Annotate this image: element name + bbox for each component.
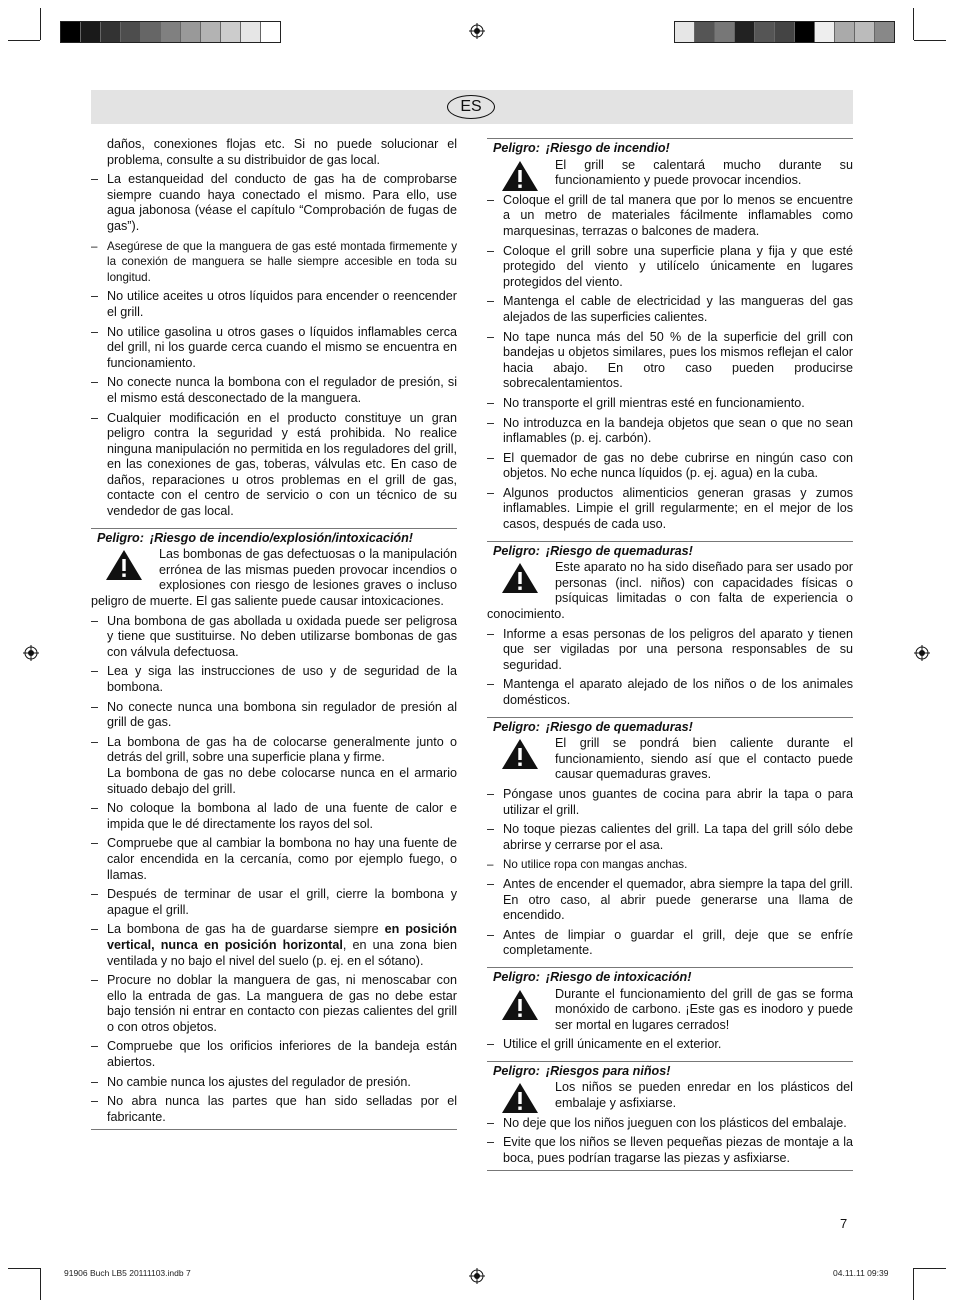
list-item: – Coloque el grill sobre una superficie plana y fija y que esté protegido del viento y utilícelo únicamente en lugares protegidos del viento.	[487, 244, 853, 291]
danger-title	[487, 720, 853, 736]
list-item: – Procure no doblar la manguera de gas, ni menoscabar con ello la entrada de gas. La manguera de gas no debe estar bajo tensión ni entrar en contacto con piezas calientes del grill o con otros objetos.	[91, 973, 457, 1035]
danger-title	[487, 544, 853, 560]
danger-label: Peligro:	[97, 530, 144, 545]
list-item-text: La bombona de gas ha de guardarse siempre	[107, 922, 385, 937]
danger-block	[487, 967, 853, 1053]
danger-text: El grill se calentará mucho durante su funcionamiento y puede provocar incendios.	[555, 157, 853, 188]
list-item: – No utilice ropa con mangas anchas.	[487, 857, 853, 873]
danger-list	[487, 1116, 853, 1167]
danger-label: Peligro:	[493, 969, 540, 984]
page-number: 7	[840, 1216, 848, 1231]
slug-date-time: 04.11.11 09:39	[833, 1268, 889, 1278]
registration-mark-icon	[469, 1268, 485, 1284]
danger-label: Peligro:	[493, 1063, 540, 1078]
list-item: – Antes de encender el quemador, abra siempre la tapa del grill. En otro caso, al abrir puede generarse una llama de encendido.	[487, 877, 853, 924]
list-item: – Algunos productos alimenticios generan grasas y zumos inflamables. Limpie el grill regularmente; en el mejor de los casos, después de cada uso.	[487, 486, 853, 533]
list-item: – Una bombona de gas abollada u oxidada puede ser peligrosa y tiene que sustituirse. No deben utilizarse bombonas de gas con válvula defectuosa.	[91, 614, 457, 661]
danger-title	[487, 1064, 853, 1080]
color-bar-right	[674, 21, 895, 43]
crop-mark	[914, 40, 946, 41]
danger-title	[487, 970, 853, 986]
danger-text: Las bombonas de gas defectuosas o la manipulación errónea de las mismas pueden provocar incendios o explosiones con riesgo de lesiones graves o incluso peligro de muerte. El gas saliente puede causar intoxicaciones.	[91, 547, 457, 609]
danger-heading: ¡Riesgo de quemaduras!	[545, 719, 693, 734]
list-item-text: , en una zona bien ventilada y no bajo el nivel del suelo (p. ej. en el sótano).	[107, 937, 457, 968]
right-column	[487, 138, 853, 1171]
crop-mark	[8, 40, 40, 41]
list-item: – No introduzca en la bandeja objetos que sean o que no sean inflamables (p. ej. carbón).	[487, 416, 853, 447]
crop-mark	[40, 1268, 41, 1300]
list-item-emphasis: en posición vertical, nunca en posición horizontal	[107, 922, 457, 952]
danger-block	[91, 528, 457, 1131]
list-item: – Mantenga el cable de electricidad y las mangueras del gas alejados de las superficies calientes.	[487, 294, 853, 325]
list-item: – No deje que los niños jueguen con los plásticos del embalaje.	[487, 1116, 853, 1132]
danger-label: Peligro:	[493, 543, 540, 558]
list-item: – El quemador de gas no debe cubrirse en ningún caso con objetos. No eche nunca líquidos (p. ej. agua) en la cuba.	[487, 451, 853, 482]
divider	[91, 1129, 457, 1130]
danger-list	[487, 787, 853, 959]
danger-label: Peligro:	[493, 141, 540, 155]
danger-list	[487, 1037, 853, 1053]
color-bar-left	[60, 21, 281, 43]
list-item-text: La bombona de gas ha de colocarse generalmente junto o detrás del grill, sobre una superficie plana y firme.	[107, 734, 457, 765]
danger-heading: ¡Riesgo de incendio/explosión/intoxicación!	[149, 530, 413, 545]
warning-triangle-icon	[499, 159, 541, 193]
registration-mark-icon	[914, 645, 930, 661]
danger-text: Durante el funcionamiento del grill de gas se forma monóxido de carbono. ¡Este gas es inodoro y puede ser mortal en lugares cerrados!	[555, 986, 853, 1032]
list-item: – Lea y siga las instrucciones de uso y de seguridad de la bombona.	[91, 664, 457, 695]
danger-heading: ¡Riesgo de intoxicación!	[545, 969, 692, 984]
warning-triangle-icon	[499, 988, 541, 1022]
list-item: – No utilice aceites u otros líquidos para encender o reencender el grill.	[91, 289, 457, 320]
list-item: – No toque piezas calientes del grill. La tapa del grill sólo debe abrirse y cerrarse por el asa.	[487, 822, 853, 853]
list-item: – Informe a esas personas de los peligros del aparato y tienen que ser vigiladas por una persona responsables de su seguridad.	[487, 627, 853, 674]
list-item-extra: La bombona de gas no debe colocarse nunca en el armario situado debajo del grill.	[107, 765, 457, 796]
danger-title	[487, 141, 853, 157]
registration-mark-icon	[23, 645, 39, 661]
list-item: – Coloque el grill de tal manera que por lo menos se encuentre a un metro de materiales fácilmente inflamables como marquesinas, terrazas o balcones de madera.	[487, 193, 853, 240]
slug-file-info: 91906 Buch LB5 20111103.indb 7	[64, 1268, 191, 1278]
list-item: – Cualquier modificación en el producto constituye un gran peligro contra la seguridad y está prohibida. No realice ninguna manipulación no permitida en los reguladores del grill, en las conexiones de gas, toberas, válvulas etc. En caso de daños, reparaciones u otros problemas en el grill de gas, contacte con el centro de servicio o con un técnico de su vendedor de gas local.	[91, 411, 457, 520]
danger-heading: ¡Riesgos para niños!	[545, 1063, 671, 1078]
list-item: – Asegúrese de que la manguera de gas esté montada firmemente y la conexión de manguera se halle siempre accesible en toda su longitud.	[91, 239, 457, 286]
list-item	[91, 922, 457, 969]
list-item: – Evite que los niños se lleven pequeñas piezas de montaje a la boca, pues podrían tragarse las piezas y asfixiarse.	[487, 1135, 853, 1166]
danger-text: El grill se pondrá bien caliente durante el funcionamiento, siendo así que el contacto puede causar quemaduras graves.	[555, 736, 853, 782]
danger-heading: ¡Riesgo de incendio!	[545, 141, 670, 155]
left-column	[91, 137, 457, 1130]
list-item: – No coloque la bombona al lado de una fuente de calor e impida que le dé directamente los rayos del sol.	[91, 801, 457, 832]
danger-label: Peligro:	[493, 719, 540, 734]
list-item: – Póngase unos guantes de cocina para abrir la tapa o para utilizar el grill.	[487, 787, 853, 818]
danger-heading: ¡Riesgo de quemaduras!	[545, 543, 693, 558]
list-item: – La estanqueidad del conducto de gas ha de comprobarse siempre cuando haya conectado el mismo. Para ello, use agua jabonosa (véase el capítulo “Comprobación de fugas de gas”).	[91, 172, 457, 234]
list-item: – Mantenga el aparato alejado de los niños o de los animales domésticos.	[487, 677, 853, 708]
list-item: – Después de terminar de usar el grill, cierre la bombona y apague el grill.	[91, 887, 457, 918]
list-item: – Compruebe que los orificios inferiores de la bandeja están abiertos.	[91, 1039, 457, 1070]
paragraph: daños, conexiones flojas etc. Si no puede solucionar el problema, consulte a su distribuidor de gas local.	[107, 137, 457, 167]
list-item: – No transporte el grill mientras esté en funcionamiento.	[487, 396, 853, 412]
warning-triangle-icon	[103, 548, 145, 582]
danger-block	[487, 138, 853, 533]
crop-mark	[40, 8, 41, 40]
warning-triangle-icon	[499, 737, 541, 771]
list-item: – No cambie nunca los ajustes del regulador de presión.	[91, 1075, 457, 1091]
danger-list	[487, 193, 853, 533]
list-item: – No utilice gasolina u otros gases o líquidos inflamables cerca del grill, ni los guarde cerca cuando el mismo se encuentra en funcionamiento.	[91, 325, 457, 372]
crop-mark	[914, 1268, 946, 1269]
list-item: – No conecte nunca una bombona sin regulador de presión al grill de gas.	[91, 700, 457, 731]
safety-list	[91, 172, 457, 519]
list-item: – Utilice el grill únicamente en el exterior.	[487, 1037, 853, 1053]
warning-triangle-icon	[499, 561, 541, 595]
divider	[487, 1170, 853, 1171]
danger-text: Los niños se pueden enredar en los plásticos del embalaje y asfixiarse.	[555, 1080, 853, 1111]
danger-title	[91, 531, 457, 547]
list-item: – No conecte nunca la bombona con el regulador de presión, si el mismo está desconectado de la manguera.	[91, 375, 457, 406]
crop-mark	[913, 1268, 914, 1300]
danger-block	[487, 717, 853, 959]
warning-triangle-icon	[499, 1081, 541, 1115]
list-item: – Antes de limpiar o guardar el grill, deje que se enfríe completamente.	[487, 928, 853, 959]
language-badge: ES	[447, 95, 495, 119]
list-item	[91, 735, 457, 797]
danger-list	[487, 627, 853, 709]
crop-mark	[913, 8, 914, 40]
registration-mark-icon	[469, 23, 485, 39]
crop-mark	[8, 1268, 40, 1269]
danger-block	[487, 1061, 853, 1172]
list-item: – No tape nunca más del 50 % de la superficie del grill con bandejas u objetos similares, pues los mismos reflejan el calor hacia abajo. En otro caso pueden producirse sobrecalentamientos.	[487, 330, 853, 392]
danger-list	[91, 614, 457, 1126]
danger-block	[487, 541, 853, 709]
list-item: – Compruebe que al cambiar la bombona no hay una fuente de calor encendida en la cercanía, como por ejemplo fuego, o llamas.	[91, 836, 457, 883]
list-item: – No abra nunca las partes que han sido selladas por el fabricante.	[91, 1094, 457, 1125]
danger-text: Este aparato no ha sido diseñado para ser usado por personas (incl. niños) con capacidades físicas o psíquicas limitadas o con falta de experiencia o conocimiento.	[487, 560, 853, 622]
